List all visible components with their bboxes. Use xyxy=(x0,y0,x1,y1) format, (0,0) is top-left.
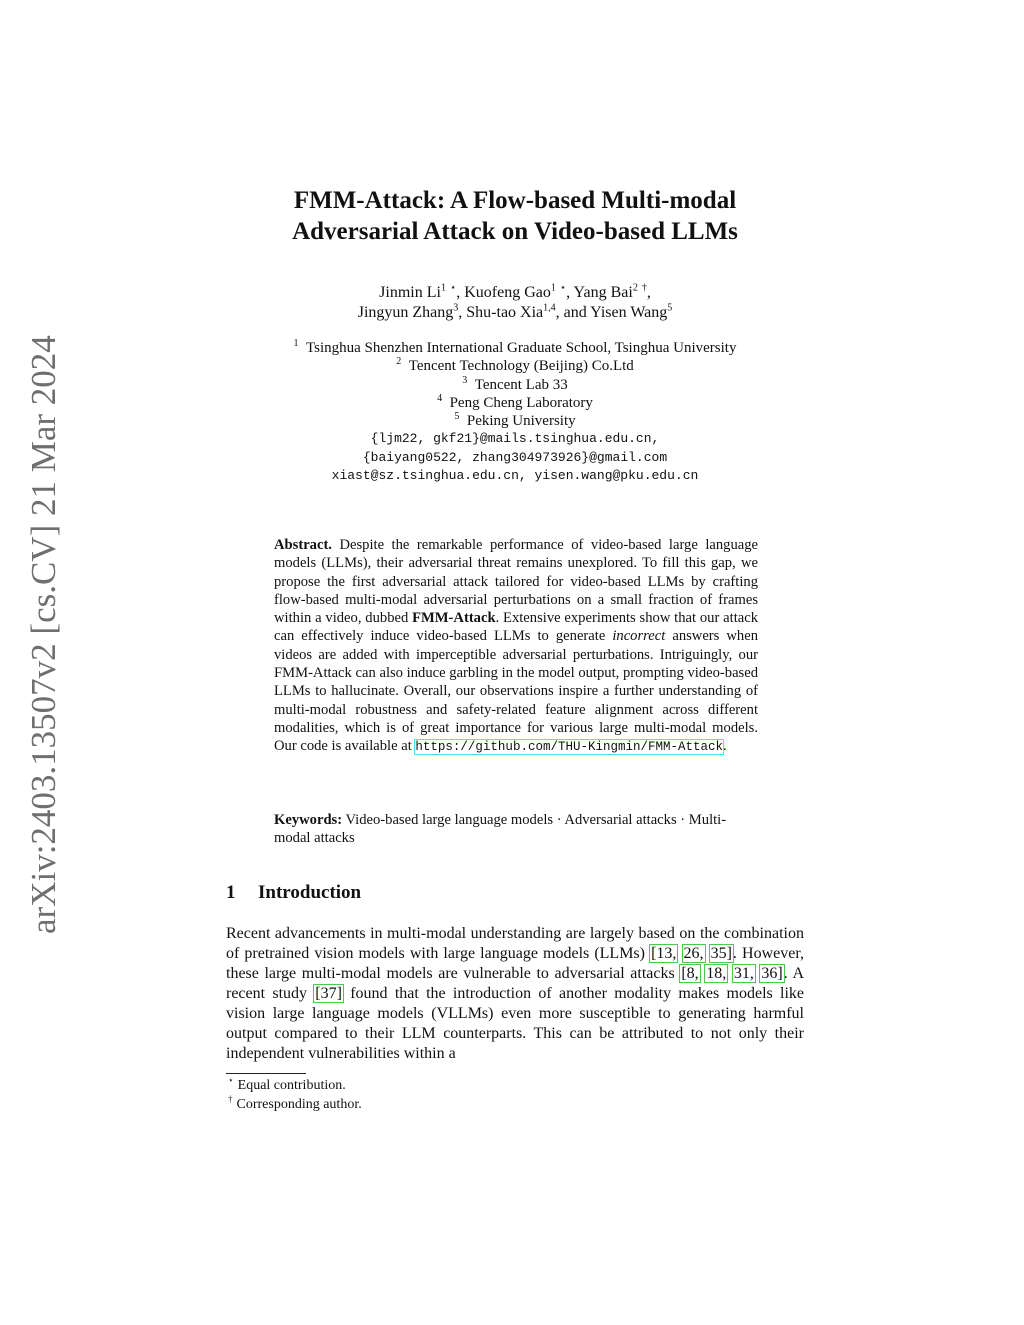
title-line-1: FMM-Attack: A Flow-based Multi-modal xyxy=(293,187,737,214)
author-affil-sup: 5 xyxy=(667,302,673,314)
email-line: xiast@sz.tsinghua.edu.cn, yisen.wang@pku.edu.cn xyxy=(331,468,699,484)
citation-link[interactable]: 36] xyxy=(761,965,783,982)
citation-link[interactable]: 35] xyxy=(710,945,732,962)
author-affil-sup: 1,4 xyxy=(543,302,556,314)
section-heading xyxy=(226,881,361,905)
body-text: . A recent study xyxy=(226,965,805,1002)
section-number: 1 xyxy=(226,882,236,903)
affiliation xyxy=(226,394,804,412)
abstract-label: Abstract. xyxy=(274,537,332,553)
affiliation-number: 4 xyxy=(437,392,443,404)
affiliation xyxy=(226,357,804,375)
author-line-2 xyxy=(226,303,804,323)
author-list xyxy=(226,283,804,323)
footnote-mark: † xyxy=(228,1094,233,1105)
affiliation-number: 1 xyxy=(293,338,299,349)
title-line-2: Adversarial Attack on Video-based LLMs xyxy=(292,218,738,245)
author-separator: , xyxy=(566,284,574,301)
keywords-text: Video-based large language models · Adversarial attacks · Multi-modal attacks xyxy=(274,812,727,847)
footnote-text: Corresponding author. xyxy=(236,1097,362,1112)
abstract-text: . Extensive experiments show that our attack can effectively induce video-based LLMs to generate xyxy=(274,610,758,645)
body-text: Recent advancements in multi-modal understanding are largely based on the combination of pretrained vision models with large language models (LLMs) xyxy=(226,925,804,962)
footnote-divider xyxy=(226,1073,306,1074)
affiliation-number: 3 xyxy=(462,374,468,386)
author-separator: , and xyxy=(555,304,591,321)
citation-link[interactable]: [13, xyxy=(651,945,677,962)
author-line-1 xyxy=(226,283,804,303)
citation-link[interactable]: [8, xyxy=(681,965,699,982)
affiliation-name: Tencent Lab 33 xyxy=(474,376,568,393)
author-mark: ⋆ xyxy=(559,282,567,294)
paper-title xyxy=(226,185,804,247)
footnote xyxy=(228,1095,362,1114)
author-name: Jinmin Li xyxy=(379,284,441,301)
affiliation xyxy=(226,339,804,357)
keywords xyxy=(274,811,758,848)
affiliation-name: Tsinghua Shenzhen International Graduate School, Tsinghua University xyxy=(306,340,737,356)
footnote-text: Equal contribution. xyxy=(237,1078,346,1093)
author-name: Yisen Wang xyxy=(590,304,668,321)
section-title: Introduction xyxy=(258,882,362,903)
abstract-end: . xyxy=(722,738,727,755)
keywords-label: Keywords: xyxy=(274,812,343,828)
author-name: Shu-tao Xia xyxy=(466,304,544,321)
author-affil-sup: 2 xyxy=(632,282,638,294)
citation-link[interactable]: [37] xyxy=(315,985,342,1002)
footnote-mark: ⋆ xyxy=(228,1075,234,1086)
author-affil-sup: 3 xyxy=(453,302,459,314)
affiliation-name: Tencent Technology (Beijing) Co.Ltd xyxy=(408,358,634,375)
affiliation-name: Peng Cheng Laboratory xyxy=(449,394,593,411)
author-separator: , xyxy=(456,284,465,301)
abstract-text: Despite the remarkable performance of video-based large language models (LLMs), their adversarial threat remains unexplored. To fill this gap, we propose the first adversarial attack tailored for video-based LLMs by crafting flow-based multi-modal adversarial perturbations on a small fraction of frames within a video, dubbed xyxy=(274,537,758,627)
author-affil-sup: 1 xyxy=(440,282,446,294)
author-name: Yang Bai xyxy=(573,284,633,301)
author-separator: , xyxy=(458,304,467,321)
introduction-paragraph xyxy=(226,924,804,1064)
citation-link[interactable]: 26, xyxy=(683,945,704,962)
method-name: FMM-Attack xyxy=(412,610,496,627)
footnote xyxy=(228,1076,362,1095)
author-separator: , xyxy=(646,284,651,301)
affiliation-number: 2 xyxy=(396,356,402,368)
email-line: {baiyang0522, zhang304973926}@gmail.com xyxy=(362,449,668,465)
abstract xyxy=(274,536,758,757)
author-name: Kuofeng Gao xyxy=(464,284,551,301)
author-affil-sup: 1 xyxy=(550,282,556,294)
email-line: {ljm22, gkf21}@mails.tsinghua.edu.cn, xyxy=(370,431,660,447)
emphasis-term: incorrect xyxy=(612,628,666,645)
author-mark: † xyxy=(641,282,647,294)
author-mark: ⋆ xyxy=(449,282,457,294)
author-name: Jingyun Zhang xyxy=(357,304,454,321)
affiliation xyxy=(226,412,804,430)
affiliation-name: Peking University xyxy=(466,413,576,430)
affiliation-number: 5 xyxy=(454,411,460,423)
arxiv-identifier: arXiv:2403.13507v2 [cs.CV] 21 Mar 2024 xyxy=(24,335,63,934)
citation-link[interactable]: 31, xyxy=(733,965,754,982)
affiliation xyxy=(226,376,804,394)
abstract-text: answers when videos are added with imperceptible adversarial perturbations. Intriguingly, our FMM-Attack can also induce garbling in the model output, prompting video-based LLMs to hallucinate. Overall, our observations inspire a further understanding of multi-modal robustness and safety-related feature alignment across different modalities, which is of great importance for various large multi-modal models. Our code is available at xyxy=(274,628,759,755)
citation-link[interactable]: 18, xyxy=(706,965,727,982)
affiliation-list xyxy=(226,339,804,485)
code-repo-link[interactable]: https://github.com/THU-Kingmin/FMM-Attack xyxy=(415,740,723,755)
body-text: . However, these large multi-modal models are vulnerable to adversarial attacks xyxy=(226,945,805,982)
body-text: found that the introduction of another modality makes models like vision large language models (VLLMs) even more susceptible to generating harmful output compared to their LLM counterparts. This can be attributed to not only their independent vulnerabilities within a xyxy=(226,985,804,1062)
footnotes xyxy=(228,1076,362,1114)
